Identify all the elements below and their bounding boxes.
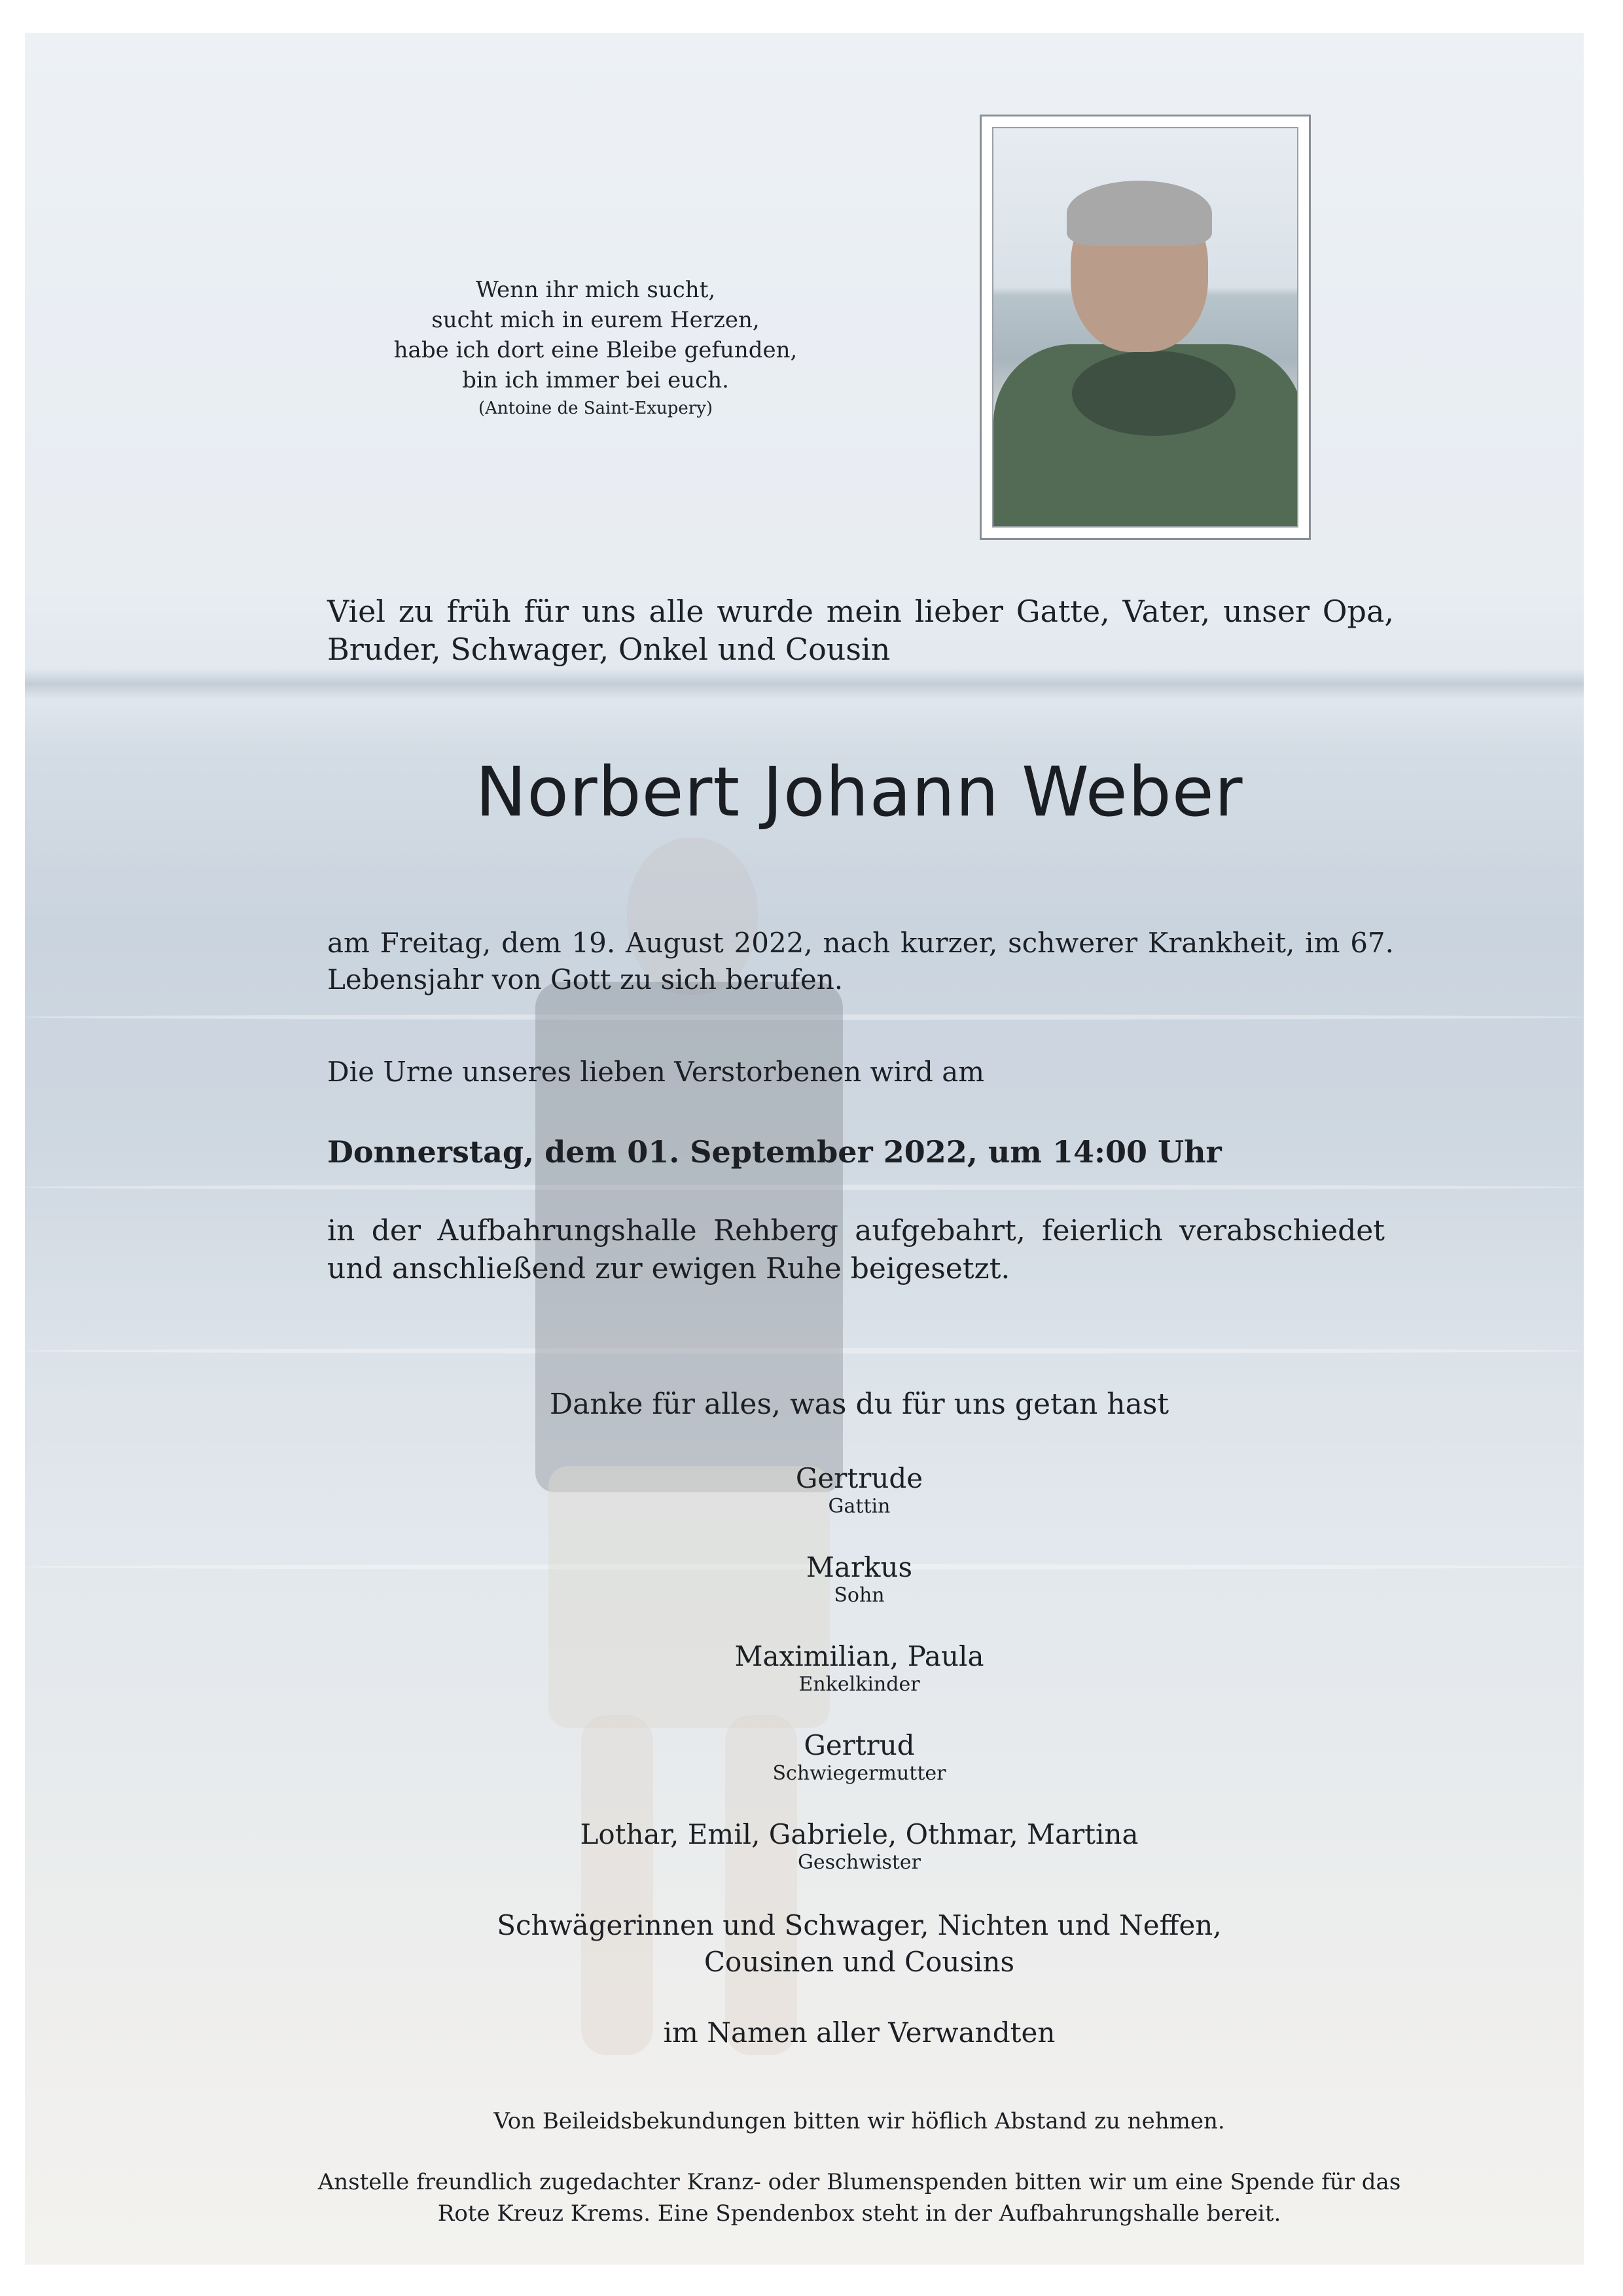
death-text: am Freitag, dem 19. August 2022, nach kurzer, schwerer Krankheit, im 67. Lebensjahr von Gott zu sich berufen.: [327, 927, 1394, 996]
mourner-name: Gertrud: [804, 1729, 915, 1761]
urn-text: Die Urne unseres lieben Verstorbenen wird am: [327, 1056, 985, 1088]
relatives-line: Cousinen und Cousins: [704, 1946, 1015, 1978]
ceremony-date: Donnerstag, dem 01. September 2022, um 14:00 Uhr: [327, 1134, 1222, 1170]
quote-line: Wenn ihr mich sucht,: [475, 277, 716, 303]
quote-line: sucht mich in eurem Herzen,: [431, 307, 760, 333]
mourner-entry: [393, 1818, 1326, 1874]
location-text: in der Aufbahrungshalle Rehberg aufgebahrt, feierlich verabschiedet und anschließend zur ewigen Ruhe beigesetzt.: [327, 1214, 1385, 1285]
quote-line: habe ich dort eine Bleibe gefunden,: [393, 337, 798, 363]
relatives-text: [393, 1907, 1326, 1981]
in-name-of-text: im Namen aller Verwandten: [663, 2017, 1056, 2049]
mourner-name: Lothar, Emil, Gabriele, Othmar, Martina: [580, 1818, 1139, 1850]
intro-text: Viel zu früh für uns alle wurde mein lieber Gatte, Vater, unser Opa, Bruder, Schwager, Onkel und Cousin: [327, 594, 1394, 667]
memorial-quote: [366, 275, 825, 422]
mourner-name: Gertrude: [795, 1462, 923, 1494]
mourner-entry: [393, 1462, 1326, 1518]
mourner-name: Maximilian, Paula: [734, 1640, 984, 1672]
deceased-name: Norbert Johann Weber: [475, 752, 1243, 832]
quote-line: bin ich immer bei euch.: [462, 367, 729, 393]
mourner-entry: [393, 1729, 1326, 1785]
mourner-relation: Gattin: [828, 1495, 891, 1518]
thanks-line: Danke für alles, was du für uns getan hast: [549, 1388, 1169, 1421]
relatives-line: Schwägerinnen und Schwager, Nichten und Neffen,: [497, 1909, 1222, 1941]
mourner-entry: [393, 1551, 1326, 1607]
mourner-relation: Sohn: [834, 1584, 885, 1607]
condolence-note: Von Beileidsbekundungen bitten wir höflich Abstand zu nehmen.: [493, 2108, 1225, 2134]
portrait-photo-frame: [980, 115, 1311, 540]
quote-author: (Antoine de Saint-Exupery): [478, 399, 713, 418]
mourner-entry: [393, 1640, 1326, 1696]
donation-note: Anstelle freundlich zugedachter Kranz- oder Blumenspenden bitten wir um eine Spende für das Rote Kreuz Krems. Eine Spendenbox steht in der Aufbahrungshalle bereit.: [317, 2169, 1401, 2227]
mourner-relation: Schwiegermutter: [772, 1762, 946, 1785]
mourner-relation: Geschwister: [797, 1851, 921, 1874]
mourner-relation: Enkelkinder: [798, 1673, 920, 1696]
portrait-photo: [992, 127, 1298, 528]
mourner-name: Markus: [806, 1551, 913, 1583]
